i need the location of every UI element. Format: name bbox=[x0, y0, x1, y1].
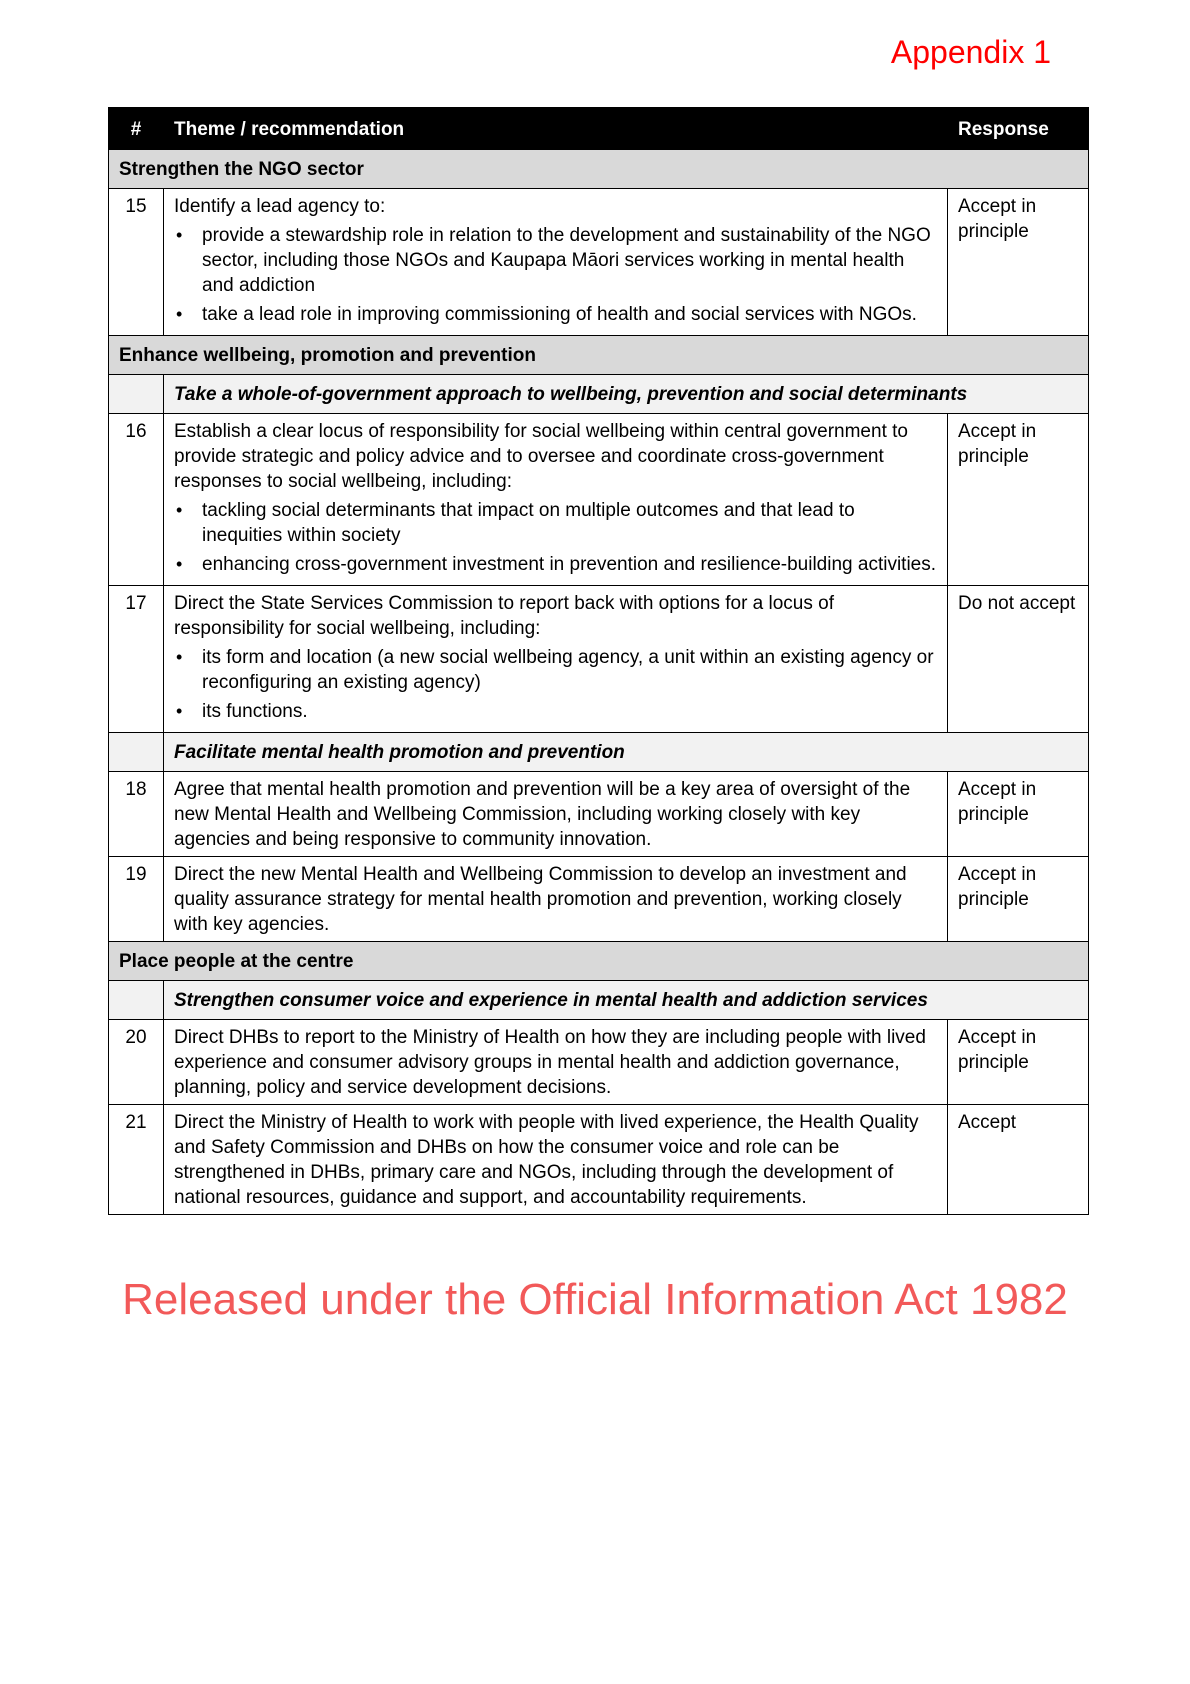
header-theme: Theme / recommendation bbox=[164, 108, 948, 150]
watermark: Released under the Official Information Act 1982 bbox=[122, 1275, 1068, 1324]
header-row bbox=[109, 108, 1089, 150]
row-text bbox=[164, 414, 948, 586]
row-response: Accept in principle bbox=[948, 772, 1089, 857]
row-response: Accept in principle bbox=[948, 189, 1089, 336]
table-row bbox=[109, 414, 1089, 586]
table-row bbox=[109, 586, 1089, 733]
table-row bbox=[109, 1105, 1089, 1215]
row-num: 17 bbox=[109, 586, 164, 733]
section-row bbox=[109, 942, 1089, 981]
row-response: Accept in principle bbox=[948, 414, 1089, 586]
row-lead: Establish a clear locus of responsibility for social wellbeing within central government to provide strategic and policy advice and to oversee and coordinate cross-government responses to social wellbeing, including: bbox=[174, 421, 908, 492]
row-lead: Identify a lead agency to: bbox=[174, 196, 386, 217]
bullet: • its form and location (a new social wellbeing agency, a unit within an existing agency or reconfiguring an existing agency) bbox=[202, 645, 937, 695]
row-num: 19 bbox=[109, 857, 164, 942]
row-response: Accept in principle bbox=[948, 857, 1089, 942]
row-text: Direct DHBs to report to the Ministry of Health on how they are including people with lived experience and consumer advisory groups in mental health and addiction governance, planning, policy and service development decisions. bbox=[164, 1020, 948, 1105]
section-title: Strengthen the NGO sector bbox=[109, 150, 1089, 189]
subsection-row bbox=[109, 375, 1089, 414]
table-row bbox=[109, 189, 1089, 336]
section-title: Enhance wellbeing, promotion and prevention bbox=[109, 336, 1089, 375]
bullet: • take a lead role in improving commissioning of health and social services with NGOs. bbox=[202, 302, 937, 327]
recommendations-table bbox=[108, 107, 1089, 1215]
subsection-title: Facilitate mental health promotion and prevention bbox=[164, 733, 1089, 772]
section-row bbox=[109, 336, 1089, 375]
page-body bbox=[0, 107, 1190, 1325]
table-row bbox=[109, 1020, 1089, 1105]
row-num: 16 bbox=[109, 414, 164, 586]
subsection-title: Strengthen consumer voice and experience in mental health and addiction services bbox=[164, 981, 1089, 1020]
row-response: Do not accept bbox=[948, 586, 1089, 733]
row-text bbox=[164, 189, 948, 336]
bullet: • enhancing cross-government investment in prevention and resilience-building activities. bbox=[202, 552, 937, 577]
appendix-title: Appendix 1 bbox=[890, 34, 1051, 70]
row-num: 18 bbox=[109, 772, 164, 857]
row-num: 21 bbox=[109, 1105, 164, 1215]
row-text: Direct the Ministry of Health to work with people with lived experience, the Health Quality and Safety Commission and DHBs on how the consumer voice and role can be strengthened in DHBs, primary care and NGOs, including through the development of national resources, guidance and support, and accountability requirements. bbox=[164, 1105, 948, 1215]
row-response: Accept bbox=[948, 1105, 1089, 1215]
row-text bbox=[164, 586, 948, 733]
bullet: • tackling social determinants that impact on multiple outcomes and that lead to inequities within society bbox=[202, 498, 937, 548]
section-row bbox=[109, 150, 1089, 189]
bullet: • provide a stewardship role in relation to the development and sustainability of the NGO sector, including those NGOs and Kaupapa Māori services working in mental health and addiction bbox=[202, 223, 937, 298]
section-title: Place people at the centre bbox=[109, 942, 1089, 981]
row-num: 20 bbox=[109, 1020, 164, 1105]
table-row bbox=[109, 857, 1089, 942]
row-num: 15 bbox=[109, 189, 164, 336]
row-text: Direct the new Mental Health and Wellbeing Commission to develop an investment and quality assurance strategy for mental health promotion and prevention, working closely with key agencies. bbox=[164, 857, 948, 942]
subsection-title: Take a whole-of-government approach to wellbeing, prevention and social determinants bbox=[164, 375, 1089, 414]
subsection-row bbox=[109, 733, 1089, 772]
row-lead: Direct the State Services Commission to report back with options for a locus of responsibility for social wellbeing, including: bbox=[174, 593, 834, 639]
row-response: Accept in principle bbox=[948, 1020, 1089, 1105]
bullet: • its functions. bbox=[202, 699, 937, 724]
row-text: Agree that mental health promotion and prevention will be a key area of oversight of the new Mental Health and Wellbeing Commission, including working closely with key agencies and being responsive to community innovation. bbox=[164, 772, 948, 857]
header-response: Response bbox=[948, 108, 1089, 150]
subsection-row bbox=[109, 981, 1089, 1020]
table-row bbox=[109, 772, 1089, 857]
header-num: # bbox=[109, 108, 164, 150]
